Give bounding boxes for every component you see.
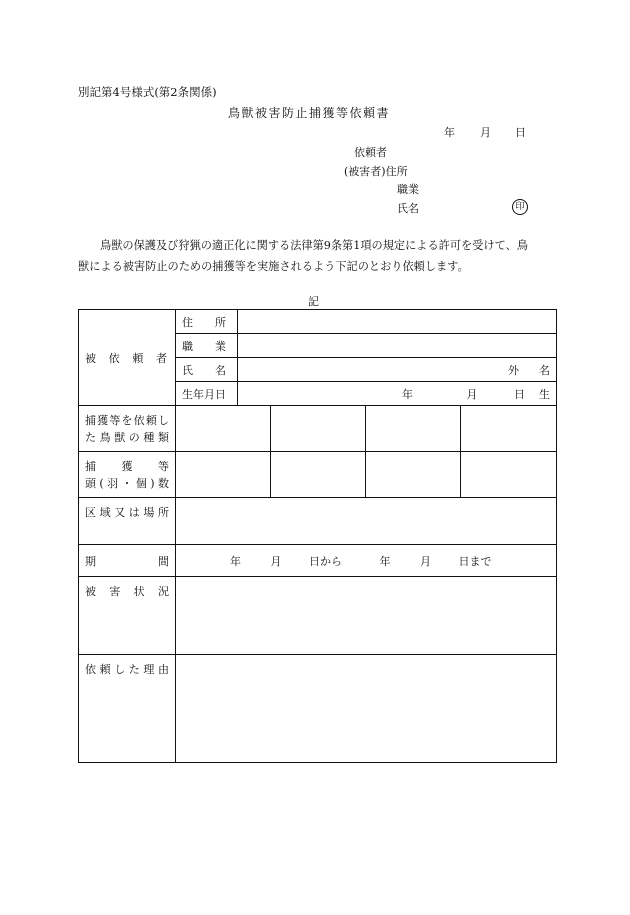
- requester-label: 依頼者: [354, 146, 387, 159]
- area-label: 区域又は場所: [85, 506, 169, 519]
- count-label-line-1: 捕獲等: [85, 459, 169, 473]
- others-count-label: 外名: [508, 363, 550, 377]
- count-field-4[interactable]: [461, 452, 557, 498]
- species-label-line-2: た鳥獣の種類: [85, 430, 169, 444]
- species-field-1[interactable]: [176, 406, 271, 452]
- birth-month-label: 月: [466, 387, 478, 401]
- name-field[interactable]: [238, 358, 557, 382]
- statement-line-1: 鳥獣の保護及び狩猟の適正化に関する法律第9条第1項の規定による許可を受けて、鳥: [100, 239, 528, 252]
- requester-occupation-label: 職業: [397, 183, 419, 196]
- species-label-line-1: 捕獲等を依頼し: [85, 413, 169, 427]
- occupation-label-cell: [176, 334, 238, 358]
- statement-line-2: 獣による被害防止のための捕獲等を実施されるよう下記のとおり依頼します。: [78, 260, 469, 273]
- address-label-cell: [176, 310, 238, 334]
- species-field-4[interactable]: [461, 406, 557, 452]
- date-month-label: 月: [480, 126, 491, 139]
- period-label: 期間: [85, 554, 169, 568]
- request-form-table: [78, 309, 557, 763]
- date-day-label: 日: [515, 126, 526, 139]
- species-field-3[interactable]: [366, 406, 461, 452]
- count-label-cell: [79, 452, 176, 498]
- requestee-label-cell: [79, 310, 176, 406]
- document-title: 鳥獣被害防止捕獲等依頼書: [228, 106, 391, 120]
- species-label-cell: [79, 406, 176, 452]
- seal-mark: 印: [512, 199, 528, 215]
- occupation-field[interactable]: [238, 334, 557, 358]
- period-month-1: 月: [270, 554, 282, 568]
- requestee-label: 被依頼者: [85, 351, 167, 365]
- birthdate-label-cell: [176, 382, 238, 406]
- requester-name-label: 氏名: [397, 202, 419, 215]
- birth-year-label: 年: [402, 387, 413, 401]
- reason-label-cell: [79, 655, 176, 763]
- count-field-2[interactable]: [271, 452, 366, 498]
- birthdate-field[interactable]: [238, 382, 557, 406]
- damage-label: 被害状況: [85, 585, 169, 598]
- reason-label: 依頼した理由: [85, 663, 169, 676]
- count-field-1[interactable]: [176, 452, 271, 498]
- birthdate-label: 生年月日: [182, 387, 226, 401]
- period-year-1: 年: [230, 554, 241, 568]
- address-label: 住所: [182, 315, 226, 329]
- request-statement: [78, 235, 556, 277]
- requester-address-label: (被害者)住所: [344, 165, 408, 178]
- period-day-until: 日まで: [458, 554, 492, 568]
- species-field-2[interactable]: [271, 406, 366, 452]
- form-number: 別記第4号様式(第2条関係): [78, 85, 217, 99]
- count-field-3[interactable]: [366, 452, 461, 498]
- period-year-2: 年: [379, 554, 391, 568]
- address-field[interactable]: [238, 310, 557, 334]
- damage-field[interactable]: [176, 577, 557, 655]
- period-label-cell: [79, 545, 176, 577]
- period-field[interactable]: [176, 545, 557, 577]
- occupation-label: 職業: [182, 339, 226, 353]
- date-year-label: 年: [444, 126, 455, 139]
- area-field[interactable]: [176, 498, 557, 545]
- count-label-line-2: 頭(羽・個)数: [85, 476, 169, 490]
- period-day-from: 日から: [309, 554, 342, 568]
- name-label-cell: [176, 358, 238, 382]
- damage-label-cell: [79, 577, 176, 655]
- name-label: 氏名: [182, 363, 226, 377]
- reason-field[interactable]: [176, 655, 557, 763]
- period-month-2: 月: [420, 554, 431, 568]
- ki-label: 記: [308, 295, 319, 308]
- birth-day-label: 日生: [514, 387, 550, 401]
- area-label-cell: [79, 498, 176, 545]
